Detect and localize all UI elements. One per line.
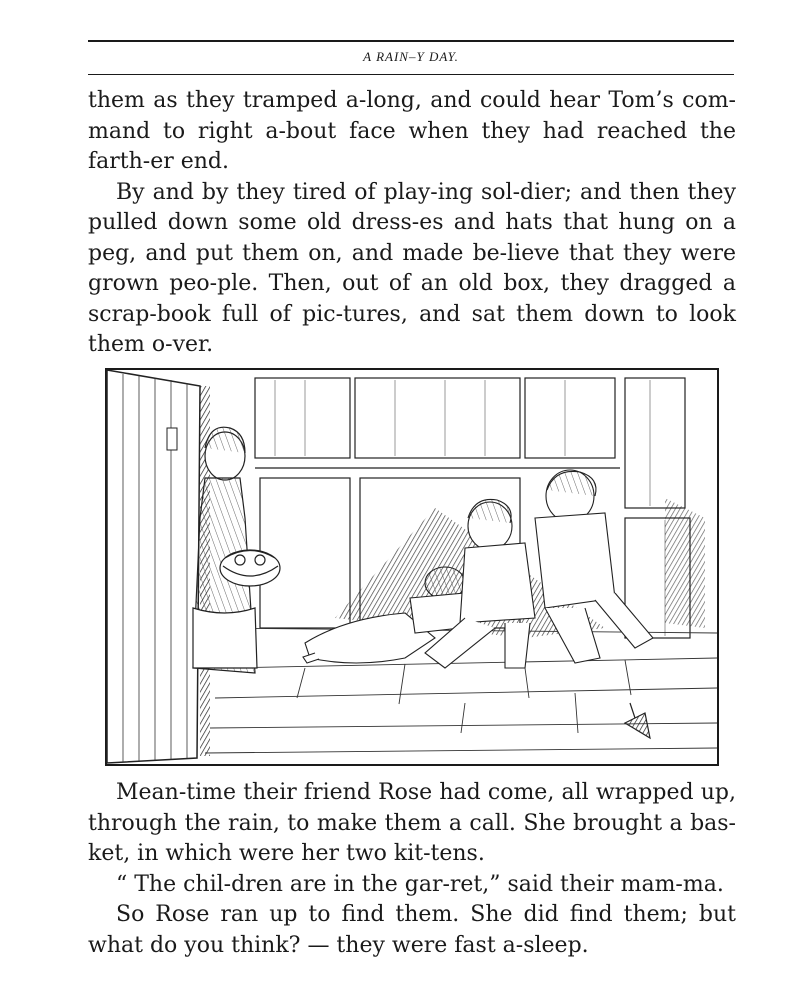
running-title: A RAIN–Y DAY. xyxy=(363,49,459,64)
paragraph-3: Mean-time their friend Rose had come, all wrapped up, through the rain, to make them a call. She brought a bas-ket, in which were her two kit-tens. xyxy=(88,780,736,866)
open-door xyxy=(107,370,210,763)
header-bottom-rule xyxy=(88,74,734,75)
illustration xyxy=(105,368,719,766)
paragraph-2: By and by they tired of play-ing sol-dier; and then they pulled down some old dress-es and hats that hung on a peg, and put them on, and made be-lieve that they were grown peo-ple. Then, out of an old box, they dragged a scrap-book full of pic-tures, and sat them down to look them o-ver. xyxy=(88,179,736,357)
paragraph-1: them as they tramped a-long, and could hear Tom’s com-mand to right a-bout face when they had reached the farth-er end. xyxy=(88,88,736,174)
paragraph-4: “ The chil-dren are in the gar-ret,” said their mam-ma. xyxy=(116,871,724,897)
header-top-rule xyxy=(88,40,734,42)
paragraph-5: So Rose ran up to find them. She did find them; but what do you think? — they were fast a-sleep. xyxy=(88,902,736,958)
upper-text xyxy=(88,86,736,361)
lower-text xyxy=(88,778,736,961)
